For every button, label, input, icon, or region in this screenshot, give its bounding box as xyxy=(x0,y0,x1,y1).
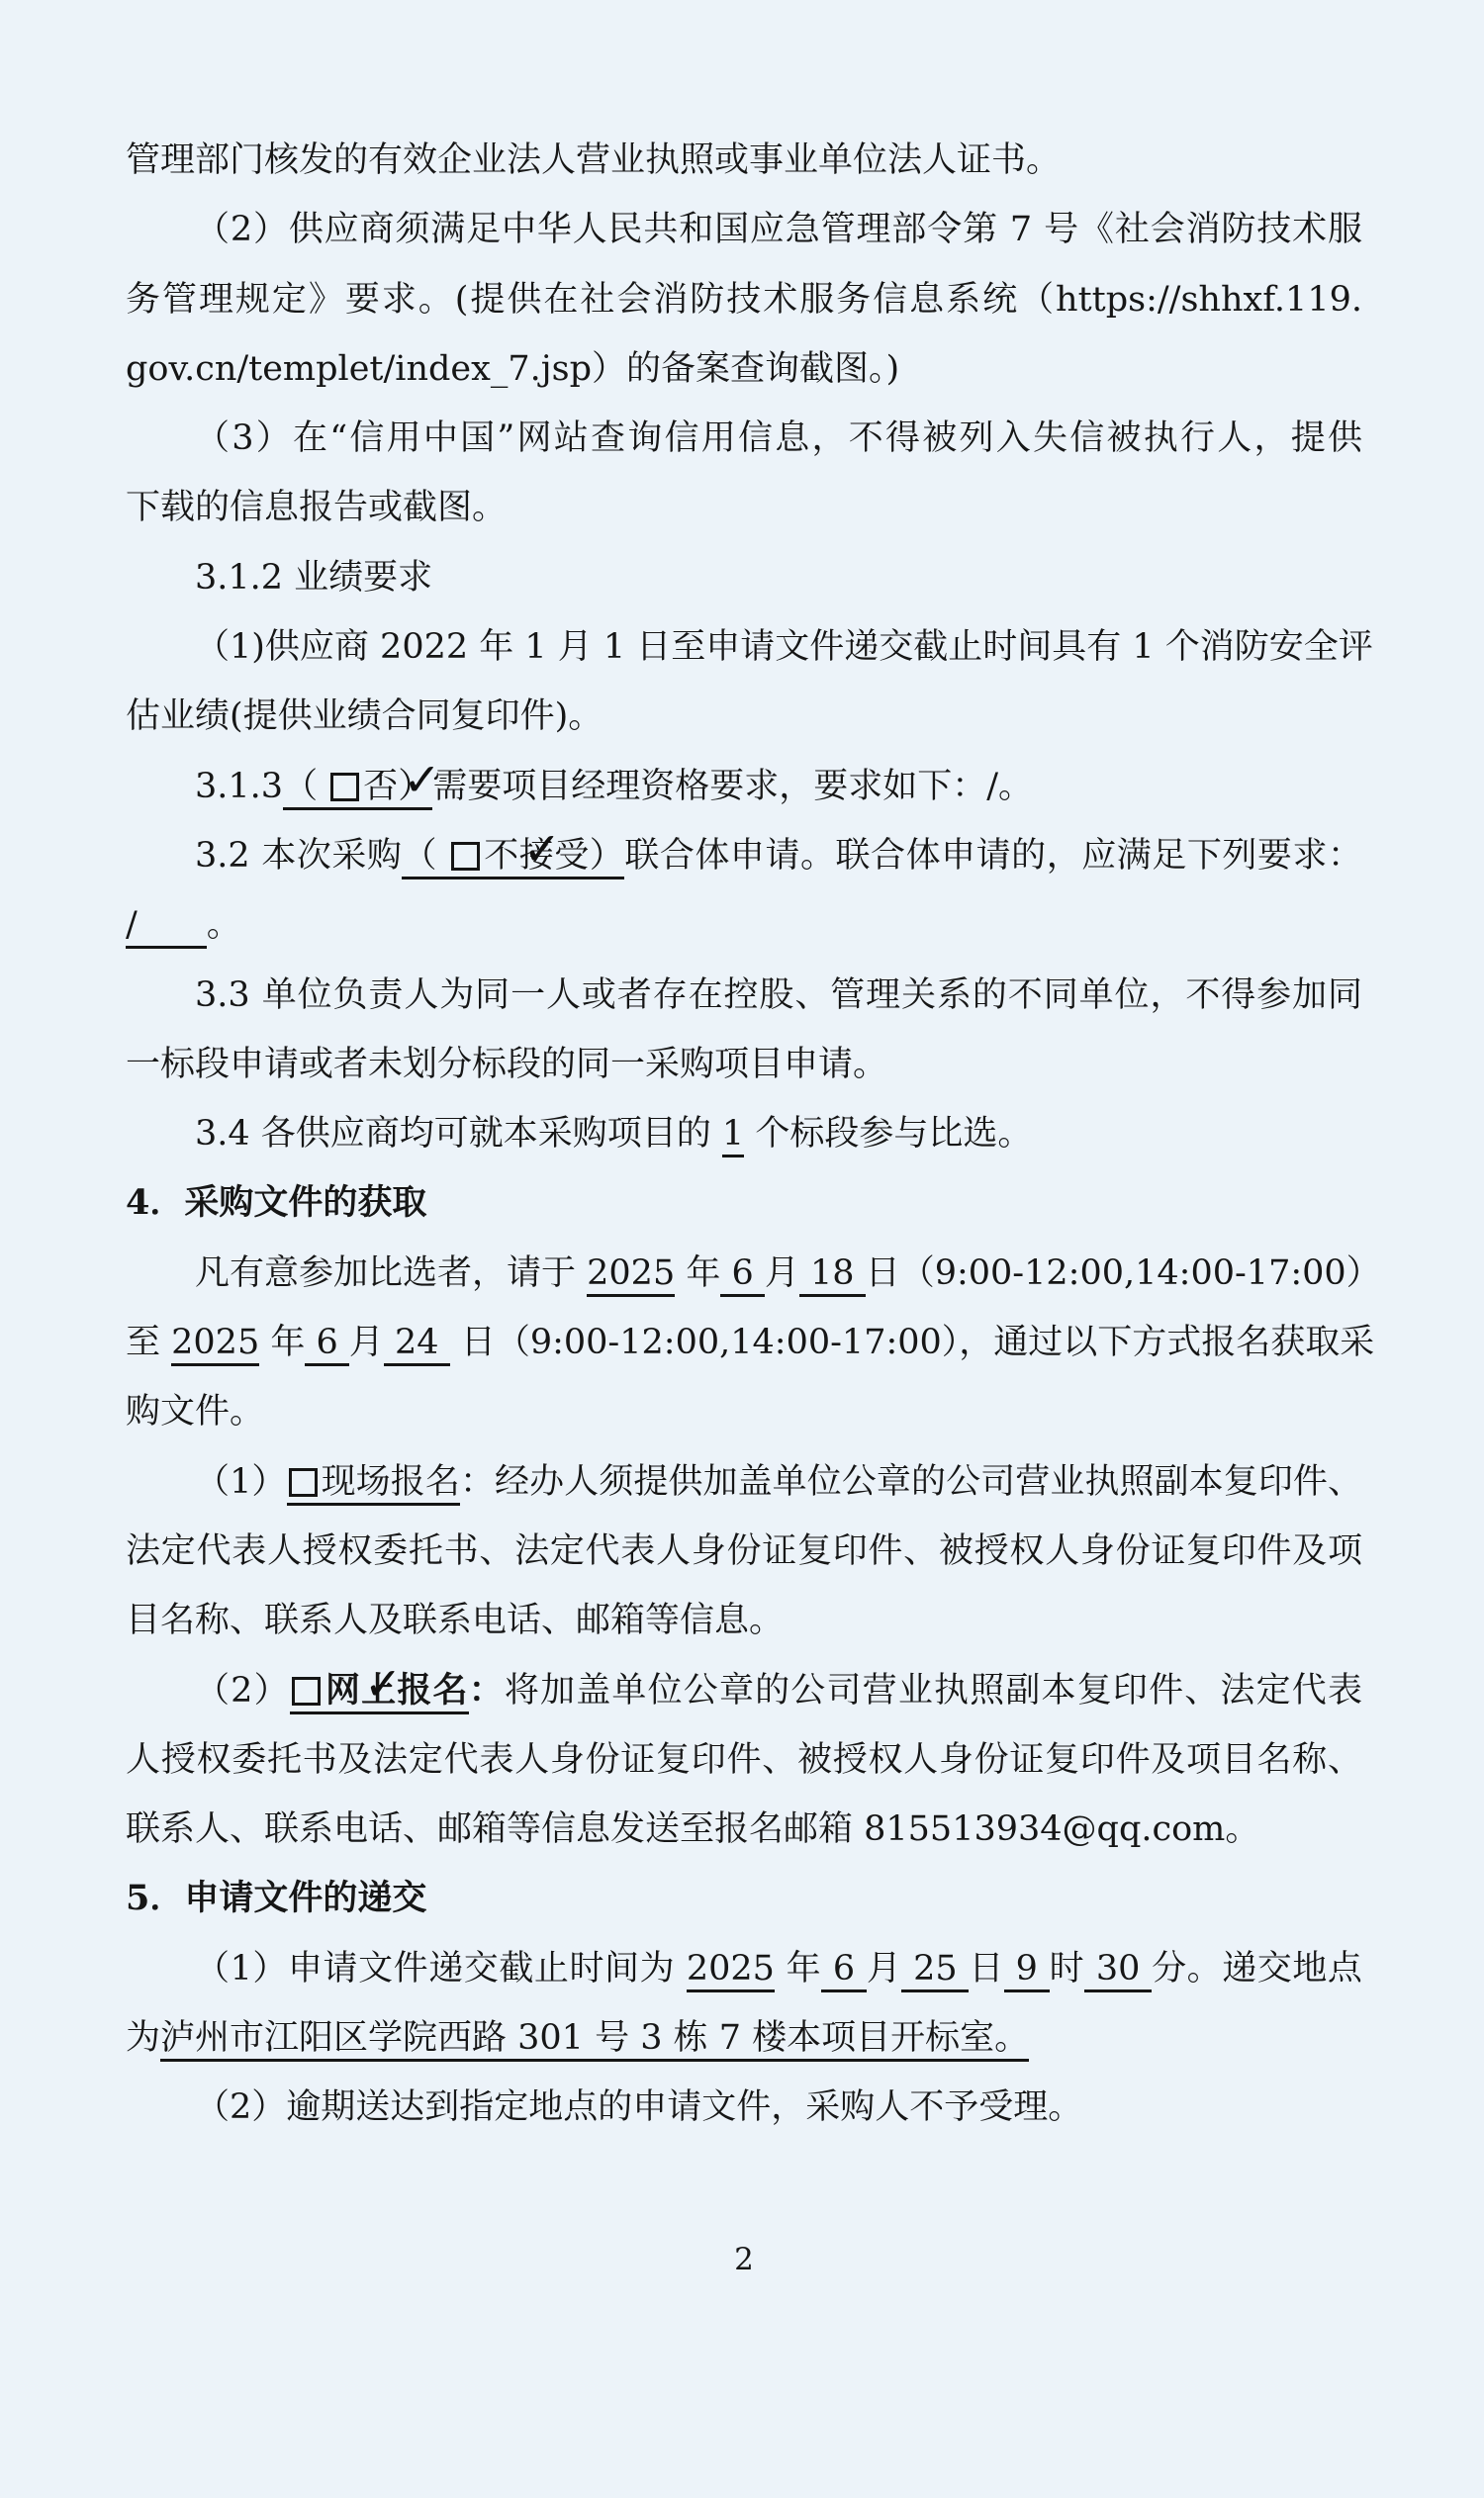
text-segment: 25 xyxy=(901,1948,970,1989)
text-segment: （1）申请文件递交截止时间为 xyxy=(195,1948,687,1989)
text-segment: （ xyxy=(283,766,329,806)
text-segment: gov.cn/templet/index_7.jsp）的备案查询截图。) xyxy=(126,348,900,389)
underlined-run xyxy=(722,1114,744,1157)
text-segment: 一标段申请或者未划分标段的同一采购项目申请。 xyxy=(126,1044,888,1084)
underlined-run xyxy=(1004,1949,1050,1992)
text-segment: 网上报名 xyxy=(324,1669,469,1711)
text-segment: 估业绩(提供业绩合同复印件)。 xyxy=(126,696,603,737)
underlined-run xyxy=(901,1949,969,1992)
document-line xyxy=(126,404,1362,473)
text-segment: 将加盖单位公章的公司营业执照副本复印件、法定代表 xyxy=(504,1670,1362,1711)
page-number: 2 xyxy=(734,2241,754,2277)
text-segment: 3.1.2 业绩要求 xyxy=(195,557,433,598)
text-segment: 3.4 各供应商均可就本采购项目的 xyxy=(195,1114,722,1155)
document-line xyxy=(126,752,1362,821)
checkbox-checked-icon xyxy=(292,1677,321,1706)
text-segment: （1)供应商 2022 年 1 月 1 日至申请文件递交截止时间具有 1 个消防安全评 xyxy=(195,627,1373,668)
text-segment: 为 xyxy=(126,2018,161,2059)
text-segment: 个标段参与比选。 xyxy=(744,1114,1033,1155)
text-segment: 联合体申请。联合体申请的，应满足下列要求： xyxy=(624,835,1362,876)
text-segment: 2025 xyxy=(587,1252,676,1293)
underlined-run xyxy=(384,1323,450,1366)
document-line xyxy=(126,1377,1362,1446)
underlined-run xyxy=(283,767,432,810)
document-line xyxy=(126,821,1362,890)
document-line xyxy=(126,1308,1375,1377)
text-segment: 9 xyxy=(1003,1948,1050,1989)
document-line xyxy=(126,2073,1362,2142)
text-segment: 法定代表人授权委托书、法定代表人身份证复印件、被授权人身份证复印件及项 xyxy=(126,1530,1362,1571)
document-line xyxy=(126,1586,1362,1655)
underlined-run xyxy=(171,1323,259,1366)
text-segment: 2025 xyxy=(171,1323,260,1363)
document-line xyxy=(126,195,1362,264)
document-line xyxy=(126,612,1373,682)
text-segment: 3.3 单位负责人为同一人或者存在控股、管理关系的不同单位，不得参加同 xyxy=(195,974,1362,1015)
document-line xyxy=(126,682,1362,751)
underlined-run xyxy=(587,1253,675,1297)
text-segment: ：经办人须提供加盖单位公章的公司营业执照副本复印件、 xyxy=(459,1461,1362,1502)
text-segment: 2025 xyxy=(686,1948,775,1989)
text-segment: ： xyxy=(468,1669,505,1711)
checkbox-empty-icon xyxy=(289,1468,318,1497)
text-segment: （2）供应商须满足中华人民共和国应急管理部令第 7 号《社会消防技术服 xyxy=(195,210,1362,250)
document-line xyxy=(126,1239,1381,1308)
text-segment: 年 xyxy=(774,1948,822,1989)
document-line xyxy=(126,543,1362,612)
text-segment: 目名称、联系人及联系电话、邮箱等信息。 xyxy=(126,1601,785,1641)
text-segment: （1） xyxy=(195,1461,287,1502)
text-segment: 3.2 本次采购 xyxy=(195,835,403,876)
section-heading xyxy=(126,1864,1362,1933)
text-segment: 联系人、联系电话、邮箱等信息发送至报名邮箱 815513934@qq.com。 xyxy=(126,1809,1260,1850)
underlined-run xyxy=(1084,1949,1152,1992)
text-segment: 管理部门核发的有效企业法人营业执照或事业单位法人证书。 xyxy=(126,140,1062,180)
section-heading xyxy=(126,1168,1362,1238)
text-segment: 月 xyxy=(866,1948,902,1989)
underlined-run xyxy=(687,1949,775,1992)
document-line xyxy=(126,961,1362,1030)
blank-underline xyxy=(138,935,207,936)
text-segment: 至 xyxy=(126,1323,172,1363)
document-line xyxy=(126,334,1362,404)
text-segment: 1 xyxy=(721,1114,745,1155)
text-segment: 4．采购文件的获取 xyxy=(126,1182,427,1224)
text-segment: / xyxy=(126,905,138,946)
document-line xyxy=(126,1517,1362,1586)
text-segment: 分。递交地点 xyxy=(1152,1948,1362,1989)
text-segment: 否） xyxy=(363,766,433,806)
text-segment: 购文件。 xyxy=(126,1392,265,1433)
text-segment: 年 xyxy=(675,1252,721,1293)
document-line xyxy=(126,890,1362,960)
text-segment: 现场报名 xyxy=(321,1461,460,1502)
underlined-run xyxy=(799,1253,866,1297)
document-line xyxy=(126,1725,1362,1795)
text-segment: 月 xyxy=(348,1323,384,1363)
text-segment: 18 xyxy=(798,1252,866,1293)
underlined-run xyxy=(290,1671,469,1714)
text-segment: （2）逾期送达到指定地点的申请文件，采购人不予受理。 xyxy=(195,2087,1083,2128)
text-segment: 。 xyxy=(206,905,241,946)
text-segment: 需要项目经理资格要求，要求如下：/。 xyxy=(432,766,1034,806)
text-segment: 年 xyxy=(259,1323,306,1363)
document-line xyxy=(126,265,1362,334)
text-segment: 泸州市江阳区学院西路 301 号 3 栋 7 楼本项目开标室。 xyxy=(160,2018,1030,2059)
underlined-run xyxy=(287,1462,460,1506)
text-segment: 月 xyxy=(764,1252,799,1293)
checkbox-checked-icon xyxy=(451,842,480,871)
text-segment: 24 xyxy=(383,1323,450,1363)
checkbox-checked-icon xyxy=(330,773,359,801)
text-segment: （3）在“信用中国”网站查询信用信息，不得被列入失信被执行人，提供 xyxy=(195,418,1362,459)
text-segment: 不接受） xyxy=(483,835,625,876)
text-segment: 人授权委托书及法定代表人身份证复印件、被授权人身份证复印件及项目名称、 xyxy=(126,1739,1362,1780)
text-segment: 日（9:00-12:00,14:00-17:00），通过以下方式报名获取采 xyxy=(449,1323,1375,1363)
underlined-run xyxy=(720,1253,765,1297)
text-segment: 3.1.3 xyxy=(195,766,284,806)
underlined-run xyxy=(126,905,207,949)
underlined-run xyxy=(821,1949,867,1992)
text-segment: 下载的信息报告或截图。 xyxy=(126,488,508,528)
document-line xyxy=(126,1030,1362,1099)
document-line xyxy=(126,1795,1362,1864)
text-segment: （2） xyxy=(195,1670,290,1711)
text-segment: 凡有意参加比选者，请于 xyxy=(195,1252,588,1293)
document-line xyxy=(126,126,1362,195)
document-body xyxy=(126,126,1381,2143)
document-line xyxy=(126,1934,1362,2003)
document-line xyxy=(126,2003,1362,2073)
underlined-run xyxy=(402,836,624,879)
text-segment: 务管理规定》要求。(提供在社会消防技术服务信息系统（https://shhxf.119. xyxy=(126,279,1362,320)
text-segment: 日（9:00-12:00,14:00-17:00） xyxy=(865,1252,1381,1293)
document-line xyxy=(126,1099,1362,1168)
text-segment: 时 xyxy=(1049,1948,1085,1989)
document-line xyxy=(126,1447,1362,1517)
text-segment: 6 xyxy=(821,1948,867,1989)
text-segment: 日 xyxy=(969,1948,1004,1989)
text-segment: 5．申请文件的递交 xyxy=(126,1878,427,1919)
text-segment: 30 xyxy=(1084,1948,1153,1989)
text-segment: （ xyxy=(402,835,449,876)
document-line xyxy=(126,473,1362,542)
document-line xyxy=(126,1656,1362,1725)
text-segment: 6 xyxy=(305,1323,349,1363)
underlined-run xyxy=(305,1323,349,1366)
text-segment: 6 xyxy=(720,1252,765,1293)
underlined-run xyxy=(160,2018,1029,2062)
